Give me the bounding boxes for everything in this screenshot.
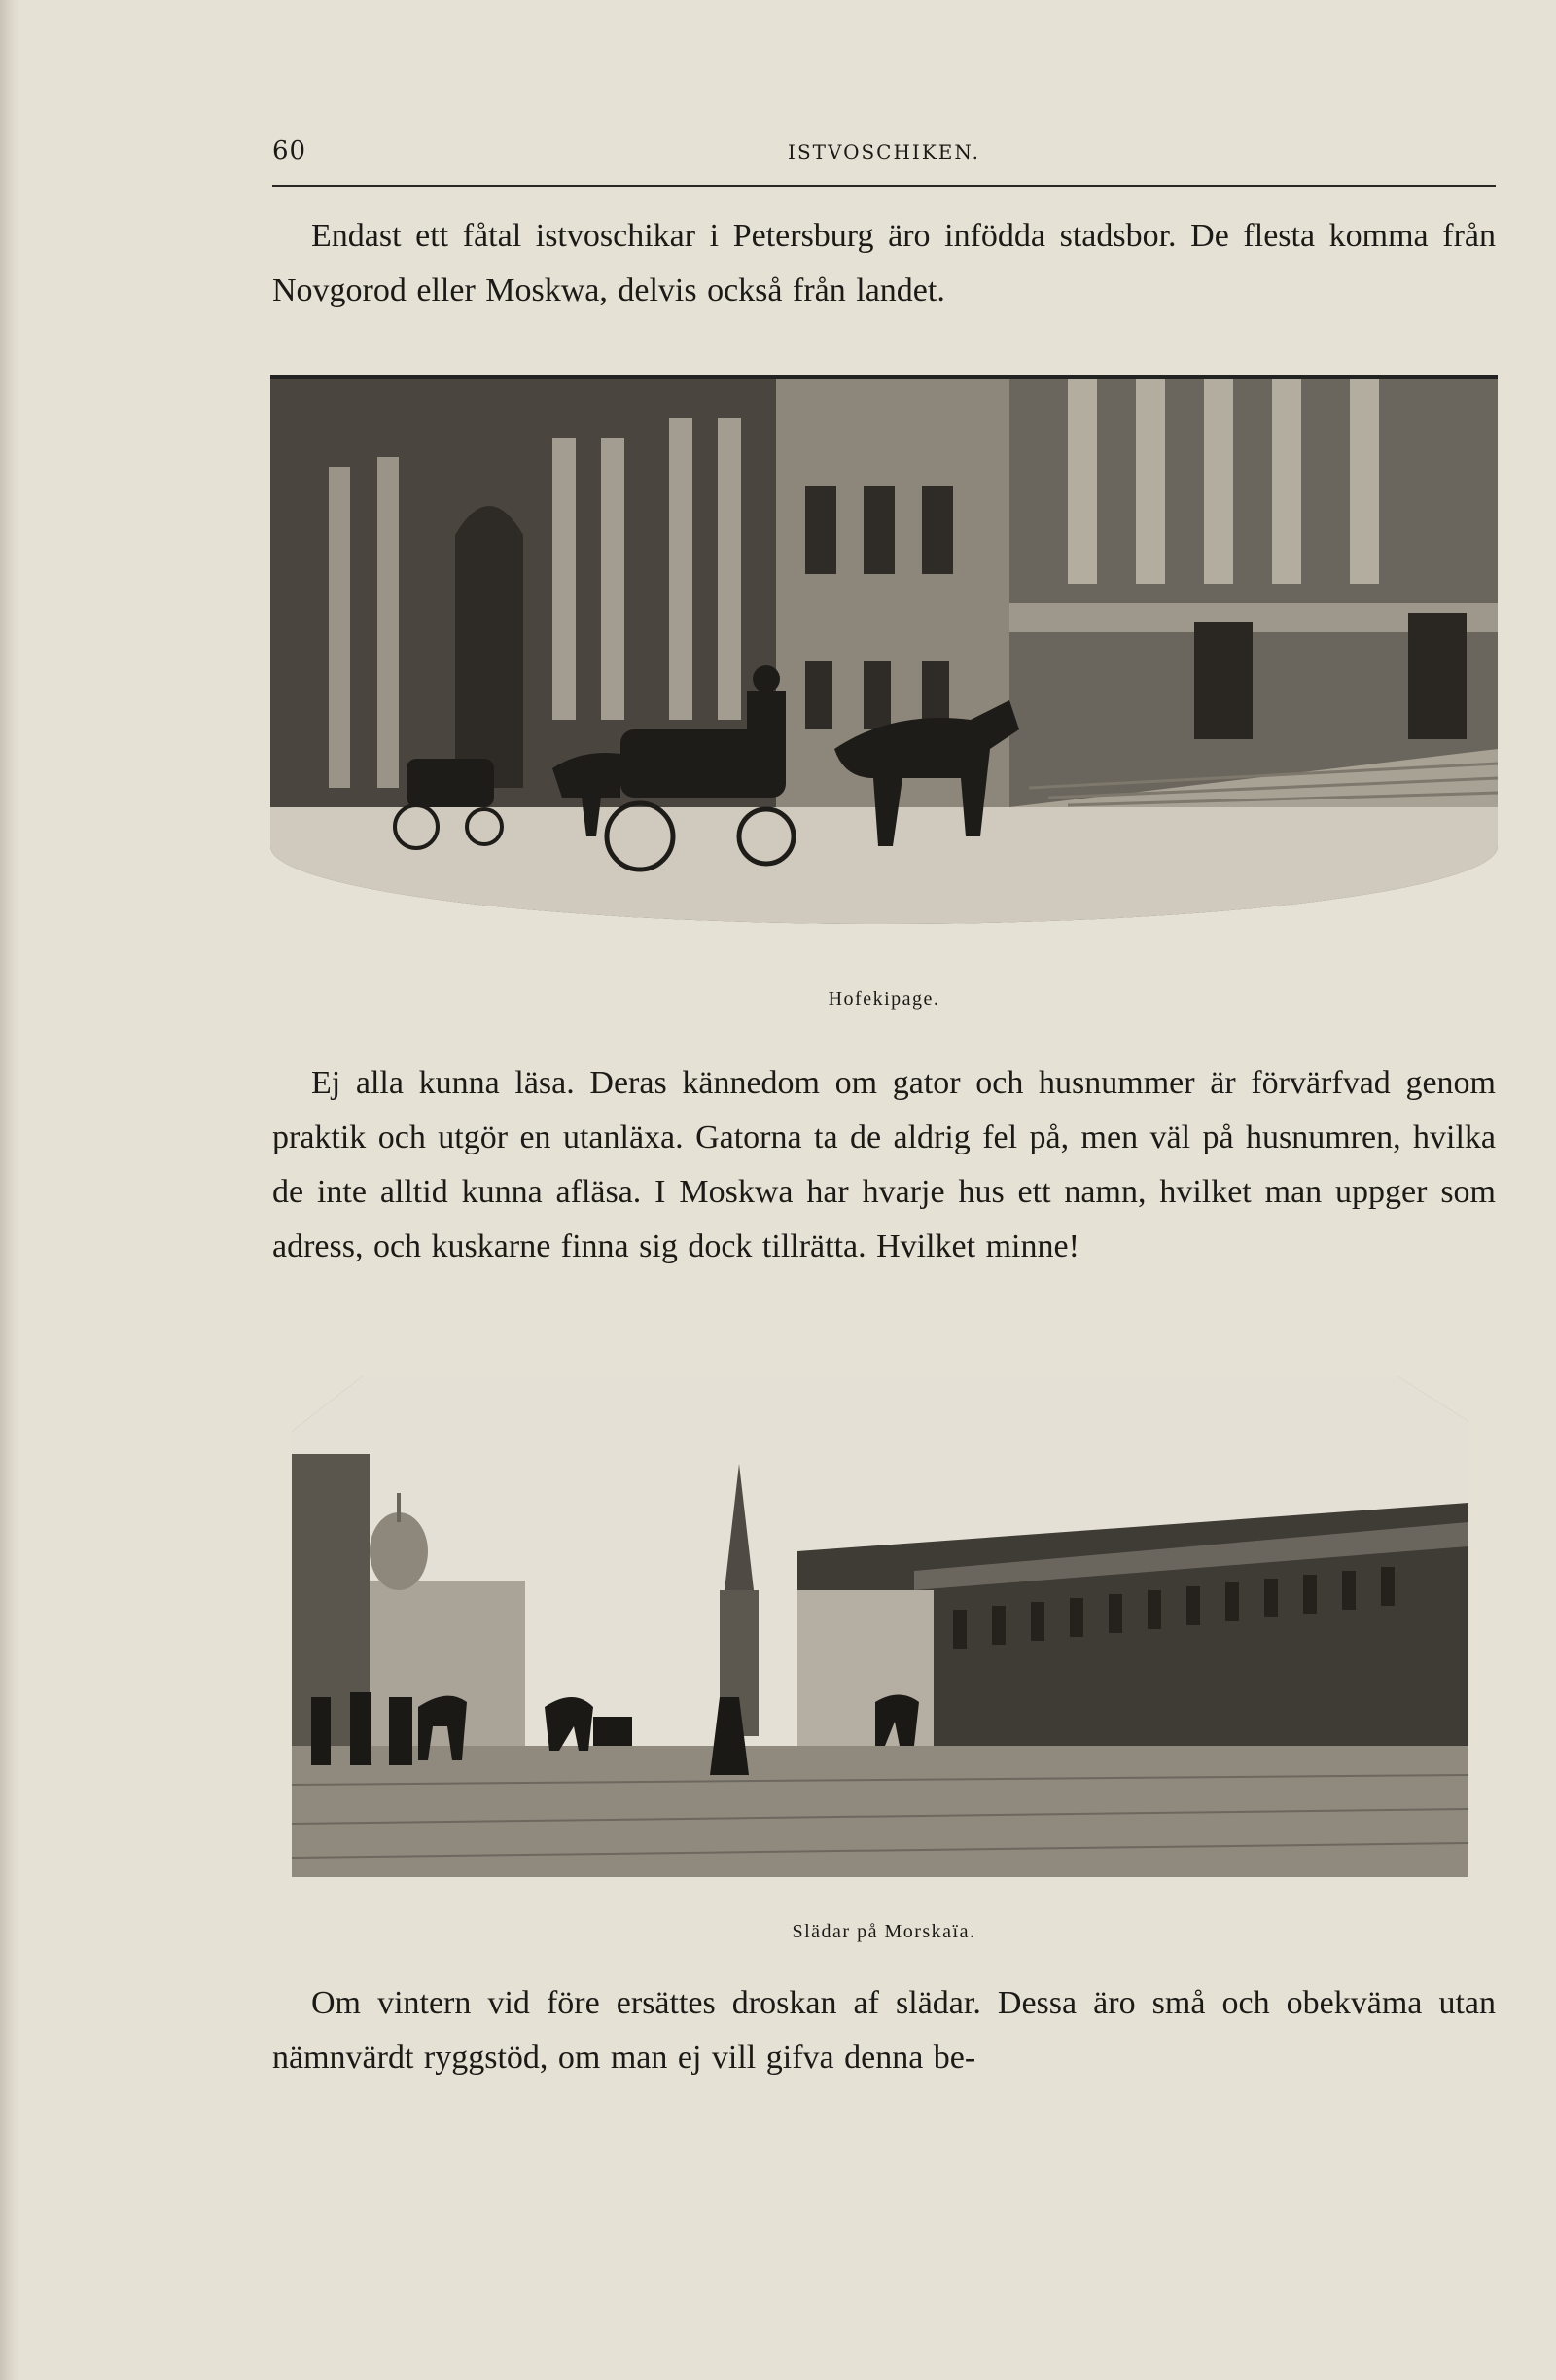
page-binding-edge bbox=[0, 0, 19, 2380]
caption-sladar-morskaia: Slädar på Morskaïa. bbox=[792, 1921, 976, 1942]
running-head: ISTVOSCHIKEN. bbox=[788, 140, 980, 163]
photo-sladar-morskaia bbox=[292, 1376, 1468, 1877]
caption-hofekipage: Hofekipage. bbox=[828, 988, 940, 1010]
page-number: 60 bbox=[272, 136, 307, 165]
photo-hofekipage bbox=[270, 375, 1498, 924]
page-header bbox=[272, 136, 1496, 187]
paragraph-1: Endast ett fåtal istvoschikar i Petersburg äro infödda stadsbor. De flesta komma från Novgorod eller Moskwa, delvis också från landet. bbox=[272, 218, 1496, 308]
photograph-illustration bbox=[292, 1376, 1468, 1877]
paragraph-3: Om vintern vid före ersättes droskan af slädar. Dessa äro små och obekväma utan nämnvärdt ryggstöd, om man ej vill gifva denna be- bbox=[272, 1985, 1496, 2076]
paragraph-2: Ej alla kunna läsa. Deras kännedom om gator och husnummer är förvärfvad genom praktik och utgör en utanläxa. Gatorna ta de aldrig fel på, men väl på husnumren, hvilka de inte alltid kunna afläsa. I Moskwa har hvarje hus ett namn, hvilket man uppger som adress, och kuskarne finna sig dock tillrätta. Hvilket minne! bbox=[272, 1065, 1496, 1264]
photograph-illustration bbox=[270, 379, 1498, 924]
